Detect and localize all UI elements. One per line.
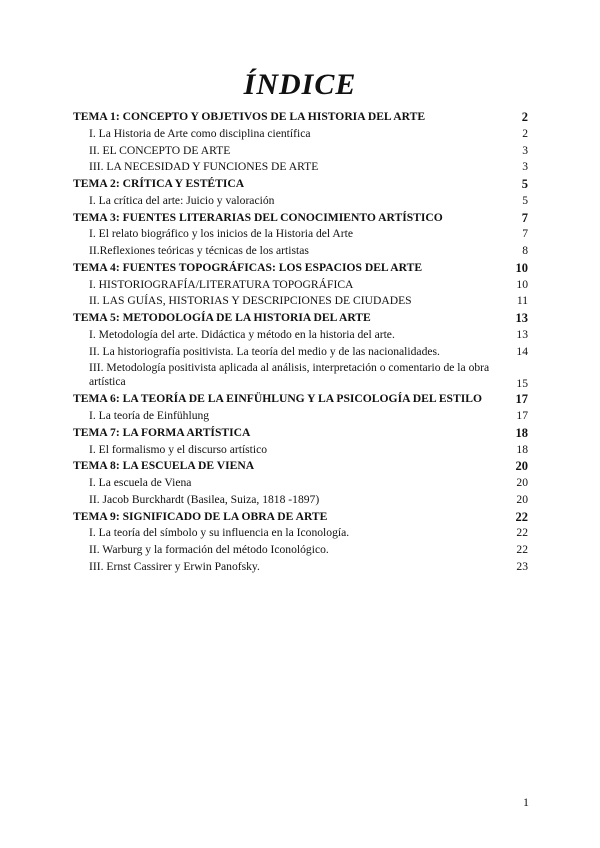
toc-entry-label: II. Jacob Burckhardt (Basilea, Suiza, 1818 -1897) [89, 492, 320, 506]
toc-chapter-entry[interactable] [73, 260, 528, 277]
toc-entry-label: TEMA 4: FUENTES TOPOGRÁFICAS: LOS ESPACIOS DEL ARTE [73, 260, 423, 274]
toc-entry-label: TEMA 9: SIGNIFICADO DE LA OBRA DE ARTE [73, 509, 328, 523]
toc-section-entry[interactable] [73, 293, 528, 310]
toc-section-entry[interactable] [73, 360, 528, 391]
toc-entry-label: I. La Historia de Arte como disciplina científica [89, 126, 311, 140]
toc-entry-label: TEMA 2: CRÍTICA Y ESTÉTICA [73, 177, 245, 190]
toc-entry-label: III. Ernst Cassirer y Erwin Panofsky. [89, 559, 260, 573]
toc-section-entry[interactable] [73, 475, 528, 492]
toc-entry-page: 13 [516, 327, 528, 341]
toc-entry-page: 18 [516, 442, 528, 456]
toc-entry-page: 22 [516, 543, 528, 556]
toc-chapter-entry[interactable] [73, 391, 528, 408]
toc-entry-label: II. La historiografía positivista. La teoría del medio y de las nacionalidades. [89, 344, 440, 358]
toc-entry-page: 18 [515, 425, 528, 440]
toc-entry-page: 2 [522, 126, 528, 140]
toc-section-entry[interactable] [73, 542, 528, 559]
toc-entry-label: III. Metodología positivista aplicada al análisis, interpretación o comentario de la obra artística [89, 361, 490, 389]
toc-section-entry[interactable] [73, 159, 528, 176]
toc-entry-page: 13 [515, 311, 528, 325]
toc-section-entry[interactable] [73, 525, 528, 542]
toc-chapter-entry[interactable] [73, 210, 528, 227]
toc-entry-label: TEMA 1: CONCEPTO Y OBJETIVOS DE LA HISTORIA DEL ARTE [73, 110, 426, 123]
toc-entry-label: II.Reflexiones teóricas y técnicas de los artistas [89, 244, 309, 257]
toc-entry-page: 7 [522, 227, 528, 241]
toc-entry-page: 11 [516, 294, 528, 308]
toc-entry-page: 5 [522, 193, 528, 207]
toc-entry-page: 14 [516, 344, 528, 358]
toc-entry-label: III. LA NECESIDAD Y FUNCIONES DE ARTE [89, 160, 319, 174]
toc-entry-page: 22 [516, 526, 528, 540]
toc-entry-page: 8 [522, 244, 528, 257]
toc-entry-label: TEMA 6: LA TEORÍA DE LA EINFÜHLUNG Y LA PSICOLOGÍA DEL ESTILO [73, 392, 482, 406]
toc-section-entry[interactable] [73, 126, 528, 143]
toc-entry-label: II. EL CONCEPTO DE ARTE [89, 143, 231, 157]
toc-entry-label: TEMA 5: METODOLOGÍA DE LA HISTORIA DEL ARTE [73, 311, 371, 324]
toc-entry-page: 23 [516, 559, 528, 573]
toc-entry-page: 7 [521, 210, 528, 225]
toc-entry-page: 15 [516, 377, 528, 391]
toc-chapter-entry[interactable] [73, 176, 528, 193]
toc-chapter-entry[interactable] [73, 458, 528, 475]
toc-entry-page: 17 [515, 392, 528, 407]
toc-entry-page: 10 [516, 277, 528, 291]
toc-entry-label: TEMA 3: FUENTES LITERARIAS DEL CONOCIMIENTO ARTÍSTICO [73, 210, 443, 224]
toc-entry-label: II. LAS GUÍAS, HISTORIAS Y DESCRIPCIONES DE CIUDADES [89, 294, 412, 308]
toc-entry-page: 2 [521, 110, 528, 124]
toc-section-entry[interactable] [73, 344, 528, 361]
toc-entry-label: I. La crítica del arte: Juicio y valoración [89, 193, 275, 207]
toc-entry-label: II. Warburg y la formación del método Iconológico. [89, 543, 329, 556]
toc-entry-label: I. HISTORIOGRAFÍA/LITERATURA TOPOGRÁFICA [89, 277, 354, 291]
toc-entry-label: I. La teoría de Einfühlung [89, 409, 210, 422]
toc-chapter-entry[interactable] [73, 509, 528, 526]
toc-section-entry[interactable] [73, 226, 528, 243]
toc-entry-page: 22 [515, 509, 528, 524]
page-number: 1 [523, 795, 529, 809]
toc-entry-page: 10 [515, 260, 528, 275]
toc-section-entry[interactable] [73, 193, 528, 210]
toc-section-entry[interactable] [73, 243, 528, 260]
toc-entry-label: I. El formalismo y el discurso artístico [89, 442, 268, 456]
toc-chapter-entry[interactable] [73, 109, 528, 126]
toc-entry-page: 3 [522, 143, 528, 157]
toc-section-entry[interactable] [73, 327, 528, 344]
toc-entry-page: 20 [516, 476, 528, 489]
table-of-contents [73, 109, 528, 576]
toc-entry-page: 5 [521, 177, 528, 191]
toc-entry-label: I. Metodología del arte. Didáctica y método en la historia del arte. [89, 327, 395, 341]
toc-entry-page: 20 [515, 459, 528, 474]
toc-section-entry[interactable] [73, 559, 528, 576]
toc-entry-label: I. El relato biográfico y los inicios de la Historia del Arte [89, 227, 354, 241]
toc-section-entry[interactable] [73, 442, 528, 459]
toc-chapter-entry[interactable] [73, 425, 528, 442]
toc-entry-page: 3 [522, 160, 528, 174]
toc-entry-label: TEMA 8: LA ESCUELA DE VIENA [73, 459, 255, 473]
page-title: ÍNDICE [243, 68, 357, 101]
toc-entry-label: I. La escuela de Viena [89, 476, 192, 489]
toc-section-entry[interactable] [73, 143, 528, 160]
toc-entry-page: 20 [516, 492, 528, 506]
toc-entry-label: I. La teoría del símbolo y su influencia en la Iconología. [89, 526, 350, 540]
toc-entry-page: 17 [516, 409, 528, 422]
toc-entry-label: TEMA 7: LA FORMA ARTÍSTICA [73, 425, 251, 439]
toc-chapter-entry[interactable] [73, 310, 528, 327]
toc-section-entry[interactable] [73, 492, 528, 509]
toc-section-entry[interactable] [73, 408, 528, 425]
toc-section-entry[interactable] [73, 277, 528, 294]
